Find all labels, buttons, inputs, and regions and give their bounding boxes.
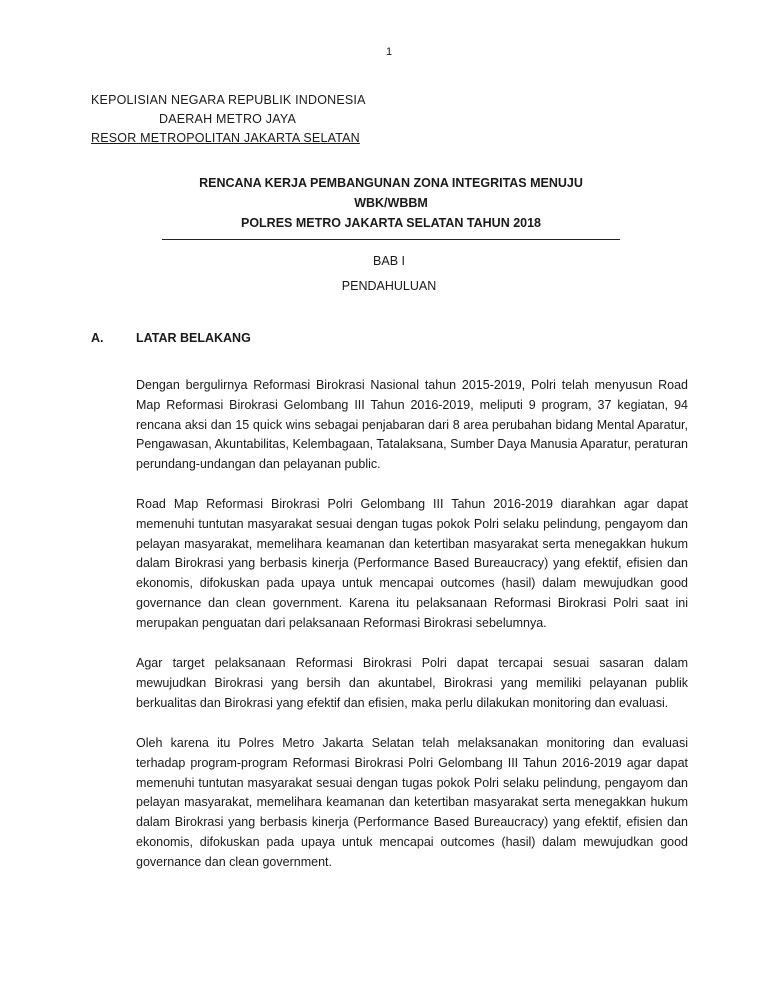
chapter-number: BAB I	[373, 254, 405, 268]
page-number: 1	[385, 46, 393, 58]
document-title-line-1: RENCANA KERJA PEMBANGUNAN ZONA INTEGRITAS MENUJU WBK/WBBM	[199, 176, 583, 210]
paragraph: Agar target pelaksanaan Reformasi Birokrasi Polri dapat tercapai sesuai sasaran dalam mewujudkan Birokrasi yang bersih dan akuntabel, Birokrasi yang memiliki pelayanan publik berkualitas dan Birokrasi yang efektif dan efisien, maka perlu dilakukan monitoring dan evaluasi.	[136, 656, 688, 710]
document-title	[162, 173, 620, 240]
letterhead	[91, 91, 366, 148]
section-heading	[91, 331, 491, 345]
letterhead-line-2: DAERAH METRO JAYA	[159, 112, 296, 126]
section-title: LATAR BELAKANG	[136, 331, 251, 345]
section-letter: A.	[91, 331, 104, 345]
paragraph: Dengan bergulirnya Reformasi Birokrasi Nasional tahun 2015-2019, Polri telah menyusun Road Map Reformasi Birokrasi Gelombang III Tahun 2016-2019, meliputi 9 program, 37 kegiatan, 94 rencana aksi dan 15 quick wins sebagai penjabaran dari 8 area perubahan bidang Mental Aparatur, Pengawasan, Akuntabilitas, Kelembagaan, Tatalaksana, Sumber Daya Manusia Aparatur, peraturan perundang-undangan dan pelayanan public.	[136, 378, 688, 472]
paragraph: Road Map Reformasi Birokrasi Polri Gelombang III Tahun 2016-2019 diarahkan agar dapat memenuhi tuntutan masyarakat sesuai dengan tugas pokok Polri selaku pelindung, pengayom dan pelayan masyarakat, memelihara keamanan dan ketertiban masyarakat serta menegakkan hukum dalam Birokrasi yang berbasis kinerja (Performance Based Bureaucracy) yang efektif, efisien dan ekonomis, difokuskan pada upaya untuk mencapai outcomes (hasil) dalam mewujudkan good governance dan clean government. Karena itu pelaksanaan Reformasi Birokrasi Polri saat ini merupakan penguatan dari pelaksanaan Reformasi Birokrasi sebelumnya.	[136, 497, 688, 630]
letterhead-line-3: RESOR METROPOLITAN JAKARTA SELATAN	[91, 131, 360, 145]
chapter-title: PENDAHULUAN	[341, 279, 437, 293]
paragraph: Oleh karena itu Polres Metro Jakarta Selatan telah melaksanakan monitoring dan evaluasi terhadap program-program Reformasi Birokrasi Polri Gelombang III Tahun 2016-2019 agar dapat memenuhi tuntutan masyarakat sesuai dengan tugas pokok Polri selaku pelindung, pengayom dan pelayan masyarakat, memelihara keamanan dan ketertiban masyarakat serta menegakkan hukum dalam Birokrasi yang berbasis kinerja (Performance Based Bureaucracy) yang efektif, efisien dan ekonomis, difokuskan pada upaya untuk mencapai outcomes (hasil) dalam mewujudkan good governance dan clean government.	[136, 736, 688, 869]
document-title-line-2: POLRES METRO JAKARTA SELATAN TAHUN 2018	[240, 216, 542, 230]
letterhead-line-1: KEPOLISIAN NEGARA REPUBLIK INDONESIA	[91, 93, 366, 107]
